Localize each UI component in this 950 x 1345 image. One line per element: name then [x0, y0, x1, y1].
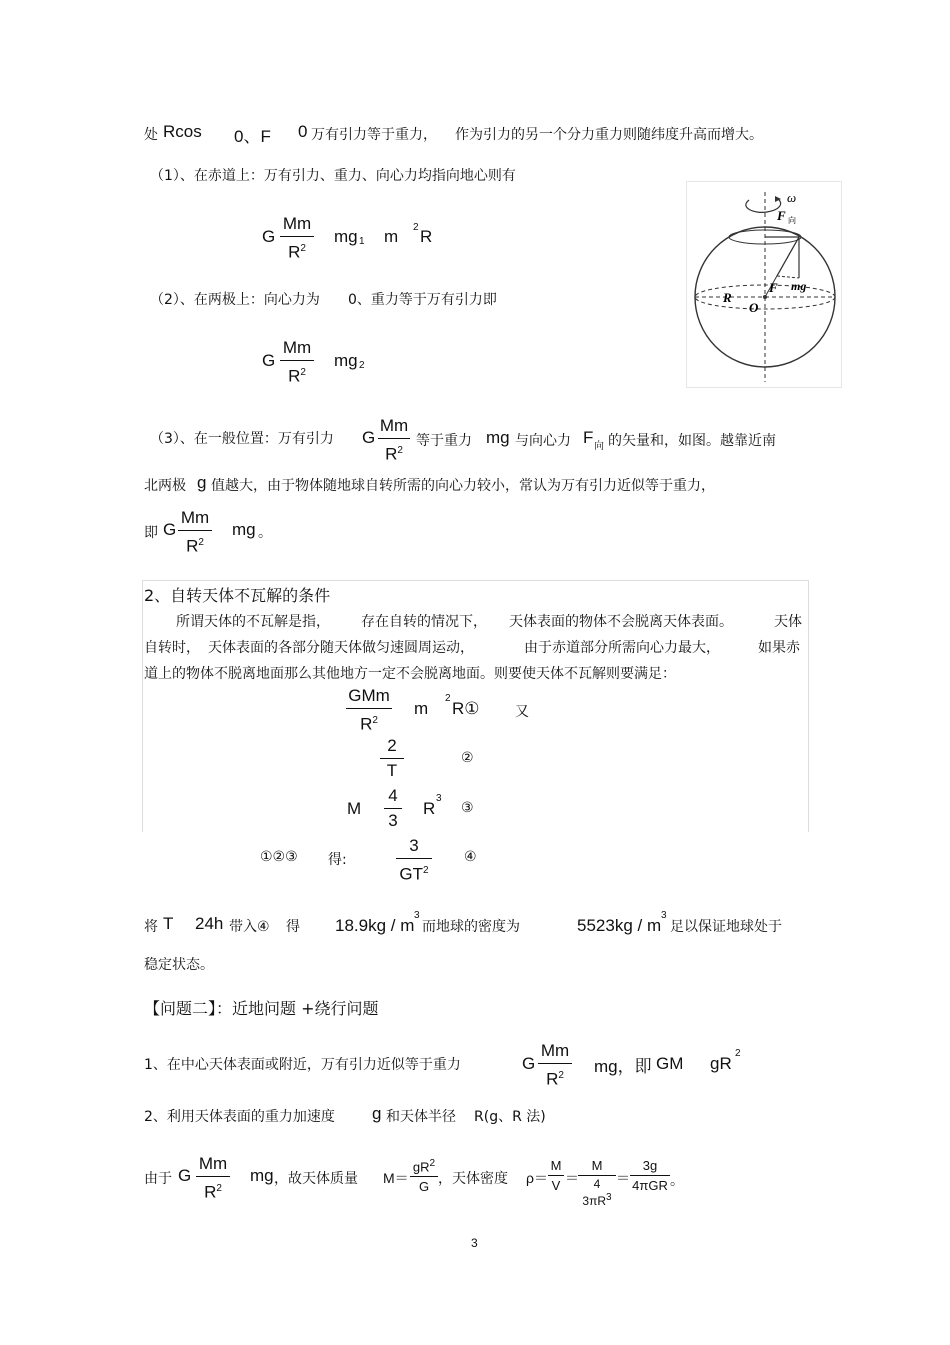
case3-text-a: （3）、在一般位置：万有引力 — [150, 431, 334, 447]
q2l3-end: 。 — [670, 1173, 684, 1189]
eqB-num: 2 — [387, 736, 397, 755]
eqD-text-a: ①②③ — [260, 849, 298, 865]
q2l3-eq1: ＝ — [565, 1170, 579, 1186]
case3-fraction — [378, 416, 410, 465]
sec2-p1-b: 存在自转的情况下， — [361, 614, 487, 630]
eqD-mark: ④ — [464, 849, 477, 865]
sec2-p2-b: 天体表面的各部分随天体做匀速圆周运动， — [208, 640, 474, 656]
q2l3-m: M＝ — [383, 1170, 409, 1186]
case3c-num: Mm — [180, 508, 210, 527]
text-line1-a: 处 — [144, 127, 158, 143]
eq1-sup: 2 — [413, 222, 419, 233]
r-label: R — [723, 290, 732, 305]
q2l3-rho-d2: 4 $3\pi R^3$ — [582, 1177, 612, 1208]
q2l3-rho-frac2 — [578, 1158, 616, 1208]
q2l3-mass-den: G — [418, 1179, 430, 1195]
q2l3-rho-n2: M — [591, 1158, 603, 1173]
earth-diagram — [687, 182, 841, 387]
case3-text-d: 的矢量和，如图。越靠近南 — [608, 433, 776, 449]
q2l3-fraction — [196, 1154, 230, 1203]
sec2-p1-a: 所谓天体的不瓦解是指， — [176, 614, 330, 630]
text-line1-f: 作为引力的另一个分力重力则随纬度升高而增大。 — [455, 127, 763, 143]
q2l3-mass-fraction — [410, 1156, 438, 1194]
stable-text: 稳定状态。 — [144, 957, 214, 973]
eq2-mg: mg — [334, 351, 358, 370]
f-label: F — [769, 280, 778, 295]
case2-text-b: 0、重力等于万有引力即 — [348, 292, 497, 308]
o-label: O — [749, 300, 759, 315]
q2l1-den: $R^2$ — [546, 1069, 564, 1089]
case3-text-b: 等于重力 — [416, 433, 472, 449]
eq2-den: $R^2$ — [288, 366, 306, 386]
eqA-you: 又 — [515, 704, 529, 720]
eqD-den: $GT^2$ — [399, 864, 429, 884]
eqC-mark: ③ — [461, 800, 474, 816]
q2l3-text-c: ，天体密度 — [438, 1171, 508, 1187]
case3-fsub: 向 — [594, 441, 604, 452]
q2l2-text-c: R(g、R 法) — [474, 1109, 546, 1125]
eq2-g: G — [262, 351, 276, 370]
q2l3-rho-n3: 3g — [642, 1158, 658, 1173]
case3-den: $R^2$ — [385, 444, 403, 464]
sub-text-d: 得 — [286, 919, 300, 935]
q2l1-sup: 2 — [735, 1048, 741, 1059]
omega-label: ω — [787, 190, 797, 205]
case3c-fraction — [178, 508, 212, 557]
eq2-fraction — [280, 338, 314, 387]
case1-text: （1）、在赤道上：万有引力、重力、向心力均指向地心则有 — [150, 168, 516, 184]
eqA-den: $R^2$ — [360, 714, 378, 734]
q2l2-g: g — [372, 1104, 382, 1123]
force-label: F — [777, 208, 786, 223]
q2l1-text-a: 1、在中心天体表面或附近，万有引力近似等于重力 — [144, 1057, 461, 1073]
q2l3-rho-frac3 — [630, 1158, 670, 1193]
q2l3-text-a: 由于 — [144, 1171, 172, 1187]
q2l3-rho-d3: 4πGR — [632, 1178, 668, 1193]
sub-t: T — [163, 914, 174, 933]
eq1-num: Mm — [282, 214, 312, 233]
eqD-num: 3 — [409, 836, 419, 855]
eqC-cube: 3 — [436, 793, 442, 804]
sec2-p2-c: 由于赤道部分所需向心力最大， — [524, 640, 720, 656]
sec2-p1-c: 天体表面的物体不会脱离天体表面。 — [509, 614, 733, 630]
sec2-p2-a: 自转时， — [144, 640, 200, 656]
q2l3-rho-d1: V — [551, 1178, 561, 1193]
eq1-g: G — [262, 227, 276, 246]
case3-mg: mg — [486, 428, 510, 447]
eqC-fraction — [384, 786, 402, 831]
case3b-text-a: 北两极 — [144, 478, 186, 494]
q2l1-gr: gR — [710, 1054, 732, 1073]
case2-text-a: （2）、在两极上：向心力为 — [150, 292, 320, 308]
case3b-text-b: 值越大，由于物体随地球自转所需的向心力较小，常认为万有引力近似等于重力， — [211, 478, 715, 494]
sec2-p3: 道上的物体不脱离地面那么其他地方一定不会脱离地面。则要使天体不瓦解则要满足： — [144, 666, 676, 682]
eqC-m: M — [347, 799, 362, 818]
sec2-p1-d: 天体 — [774, 614, 802, 630]
case3c-end: 。 — [258, 525, 272, 541]
q2l1-g: G — [522, 1054, 536, 1073]
sub-text-a: 将 — [144, 919, 158, 935]
eq1-sub: 1 — [359, 236, 365, 247]
eq1-fraction — [280, 214, 314, 263]
force-sub-label: 向 — [788, 216, 796, 225]
case3-text-c: 与向心力 — [515, 433, 571, 449]
section2-title: 2、自转天体不瓦解的条件 — [144, 586, 331, 605]
q2l1-mg: mg，即 — [594, 1057, 652, 1076]
q2l3-mg: mg — [250, 1166, 274, 1185]
case3b-g: g — [197, 473, 207, 492]
sub-text-h: 足以保证地球处于 — [670, 919, 782, 935]
q2-title: 【问题二】：近地问题 +绕行问题 — [144, 999, 379, 1018]
eqB-mark: ② — [461, 750, 474, 766]
page-number: 3 — [471, 1236, 478, 1250]
sec2-p2-d: 如果赤 — [758, 640, 800, 656]
sub-text-c: 带入④ — [229, 919, 270, 935]
eqA-m: m — [414, 699, 429, 718]
eqC-r: R — [423, 799, 436, 818]
math-zero: 0 — [298, 122, 308, 141]
sub-density2-exp: 3 — [661, 910, 667, 921]
q2l3-eq2: ＝ — [616, 1170, 630, 1186]
eq2-num: Mm — [282, 338, 312, 357]
eqB-den: T — [386, 761, 398, 780]
eqB-fraction — [380, 736, 404, 781]
eq1-r: R — [420, 227, 433, 246]
q2l3-rho: ρ＝ — [526, 1170, 548, 1186]
q2l3-g: G — [178, 1166, 192, 1185]
sub-density1: 18.9kg / m — [335, 916, 415, 935]
q2l3-rho-frac1 — [548, 1158, 564, 1193]
q2l1-gm: GM — [656, 1054, 684, 1073]
sub-text-f: 而地球的密度为 — [422, 919, 520, 935]
eq1-m: m — [384, 227, 399, 246]
sub-24h: 24h — [195, 914, 224, 933]
eqD-fraction — [396, 836, 432, 885]
q2l3-rho-n1: M — [550, 1158, 562, 1173]
q2l1-num: Mm — [540, 1041, 570, 1060]
q2l3-den: $R^2$ — [204, 1182, 222, 1202]
case3-num: Mm — [379, 416, 409, 435]
earth-figure — [686, 181, 842, 388]
case3c-mg: mg — [232, 520, 256, 539]
case3-f: F — [583, 428, 594, 447]
math-rcos: Rcos — [163, 122, 202, 141]
q2l1-fraction — [538, 1041, 572, 1090]
q2l3-mass-num: $gR^2$ — [412, 1158, 436, 1175]
case3c-g: G — [163, 520, 177, 539]
eqA-num: GMm — [348, 686, 390, 705]
q2l3-num: Mm — [198, 1154, 228, 1173]
eq2-sub: 2 — [359, 360, 365, 371]
q2l2-text-a: 2、利用天体表面的重力加速度 — [144, 1109, 335, 1125]
text-line1-e: 万有引力等于重力， — [311, 127, 437, 143]
q2l3-text-b: ，故天体质量 — [274, 1171, 358, 1187]
math-zero-f: 0、F — [234, 127, 271, 146]
case3c-text-a: 即 — [144, 525, 158, 541]
eq1-mg: mg — [334, 227, 358, 246]
sub-density2: 5523kg / m — [577, 916, 662, 935]
eqA-fraction — [346, 686, 392, 735]
eqA-sup: 2 — [445, 693, 451, 704]
q2l2-text-b: 和天体半径 — [386, 1109, 456, 1125]
mg-label: mg — [791, 279, 807, 293]
eqA-r: R① — [452, 699, 480, 718]
eqD-text-b: 得: — [328, 852, 347, 868]
case3-g: G — [362, 428, 376, 447]
eq1-den: $R^2$ — [288, 242, 306, 262]
eqC-num: 4 — [388, 786, 398, 805]
sub-density1-exp: 3 — [414, 910, 420, 921]
eqC-den: 3 — [388, 811, 398, 830]
case3c-den: $R^2$ — [186, 536, 204, 556]
